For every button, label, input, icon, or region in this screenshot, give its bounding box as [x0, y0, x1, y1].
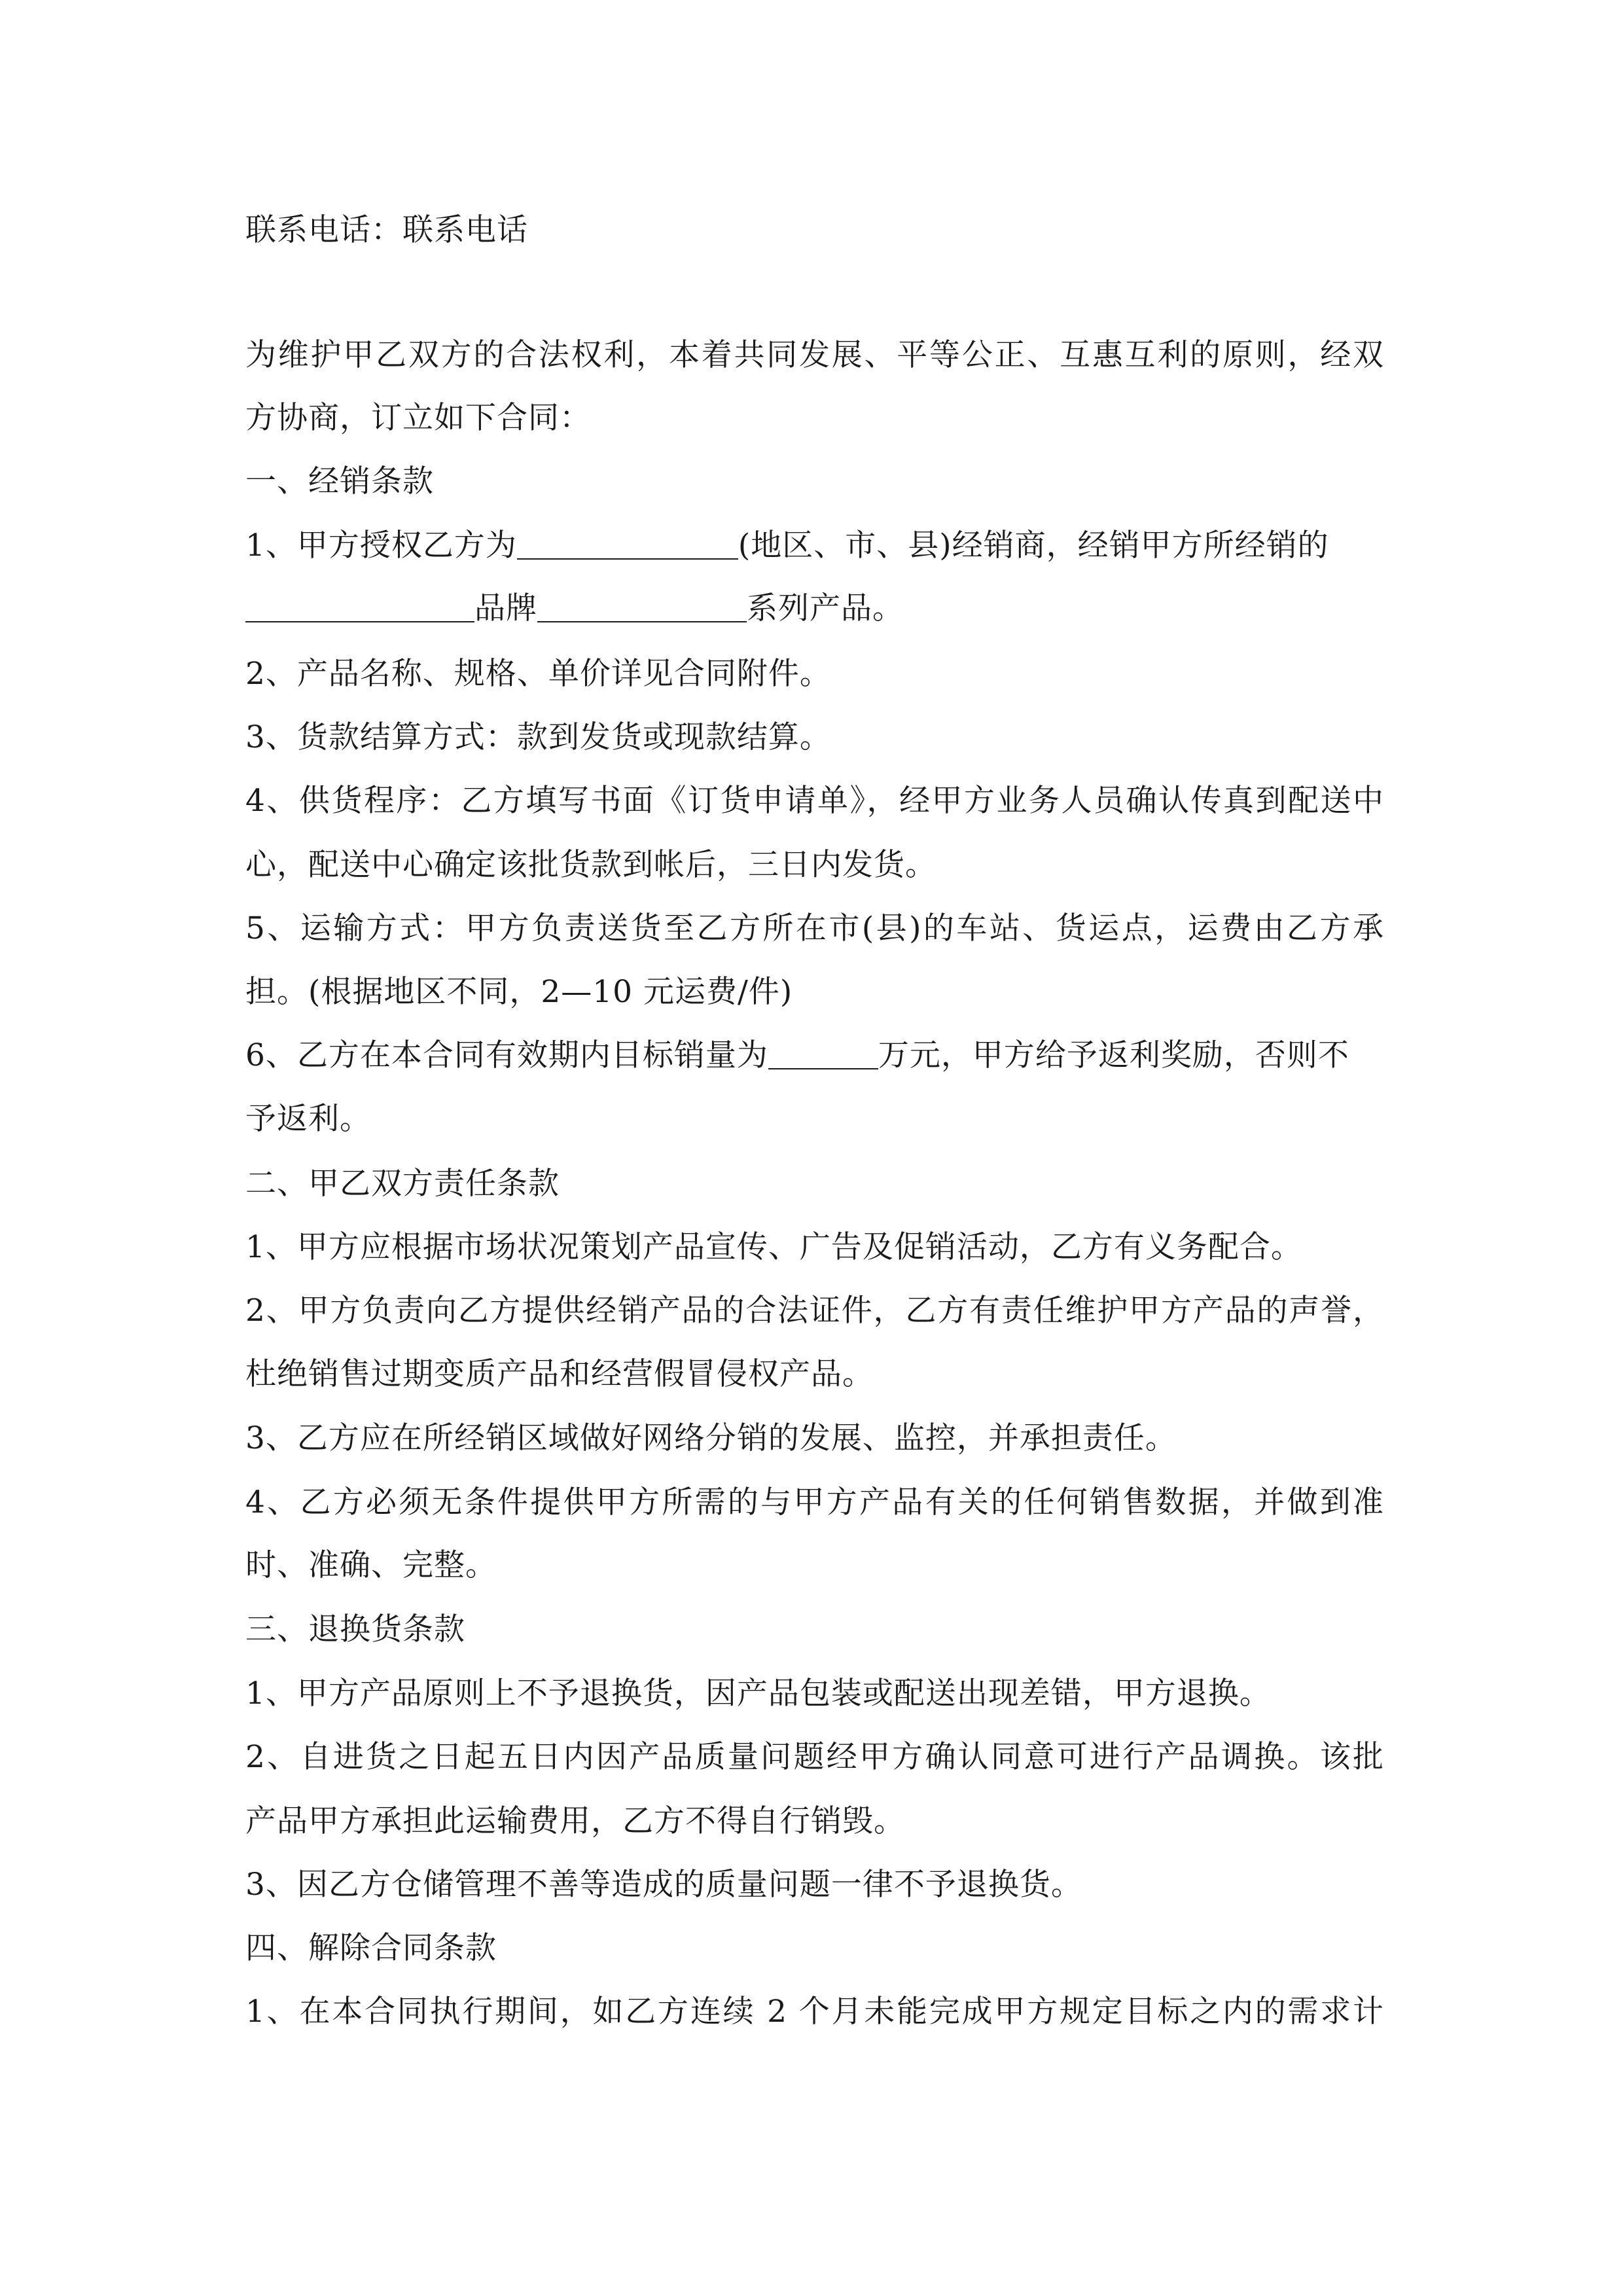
- section4-heading: 四、解除合同条款: [245, 1930, 497, 1966]
- section4-clause1-line1: 1、在本合同执行期间，如乙方连续 2 个月未能完成甲方规定目标之内的需求计: [245, 1994, 1384, 2030]
- section3-heading: 三、退换货条款: [245, 1611, 465, 1647]
- section1-clause4-line1: 4、供货程序：乙方填写书面《订货申请单》，经甲方业务人员确认传真到配送中: [245, 783, 1384, 819]
- section2-clause1: 1、甲方应根据市场状况策划产品宣传、广告及促销活动，乙方有义务配合。: [245, 1229, 1302, 1265]
- section1-clause6-line2: 予返利。: [245, 1101, 371, 1137]
- clause-text: 万元，甲方给予返利奖励，否则不: [878, 1037, 1349, 1073]
- series-blank: [537, 595, 747, 622]
- clause-text: 系列产品。: [747, 590, 904, 626]
- section3-clause3: 3、因乙方仓储管理不善等造成的质量问题一律不予退换货。: [245, 1867, 1082, 1903]
- section2-heading: 二、甲乙双方责任条款: [245, 1166, 560, 1202]
- contact-value: 联系电话: [402, 212, 528, 248]
- section1-clause5-line1: 5、运输方式：甲方负责送货至乙方所在市(县)的车站、货运点，运费由乙方承: [245, 910, 1384, 946]
- section1-clause1-line2: [245, 589, 904, 628]
- section3-clause2-line2: 产品甲方承担此运输费用，乙方不得自行销毁。: [245, 1803, 905, 1839]
- section1-clause5-line2: 担。(根据地区不同，2—10 元运费/件): [245, 974, 793, 1010]
- section1-clause1-line1: [245, 526, 1329, 565]
- target-sales-blank: [768, 1042, 878, 1069]
- section2-clause2-line1: 2、甲方负责向乙方提供经销产品的合法证件，乙方有责任维护甲方产品的声誉，: [245, 1293, 1384, 1329]
- section2-clause3: 3、乙方应在所经销区域做好网络分销的发展、监控，并承担责任。: [245, 1420, 1177, 1456]
- contact-label: 联系电话：: [245, 212, 402, 248]
- section1-clause2: 2、产品名称、规格、单价详见合同附件。: [245, 656, 831, 692]
- section1-heading: 一、经销条款: [245, 463, 434, 499]
- clause-text: 品牌: [474, 590, 537, 626]
- section1-clause4-line2: 心，配送中心确定该批货款到帐后，三日内发货。: [245, 847, 936, 883]
- section2-clause4-line1: 4、乙方必须无条件提供甲方所需的与甲方产品有关的任何销售数据，并做到准: [245, 1484, 1384, 1520]
- region-blank: [517, 532, 738, 560]
- contract-page: [245, 0, 1384, 2296]
- brand-blank: [245, 595, 474, 622]
- intro-line-2: 方协商，订立如下合同：: [245, 400, 591, 436]
- section2-clause2-line2: 杜绝销售过期变质产品和经营假冒侵权产品。: [245, 1356, 874, 1392]
- section1-clause6-line1: [245, 1036, 1349, 1075]
- section3-clause2-line1: 2、自进货之日起五日内因产品质量问题经甲方确认同意可进行产品调换。该批: [245, 1739, 1384, 1775]
- intro-line-1: 为维护甲乙双方的合法权利，本着共同发展、平等公正、互惠互利的原则，经双: [245, 337, 1384, 373]
- contact-line: [245, 211, 528, 250]
- section3-clause1: 1、甲方产品原则上不予退换货，因产品包装或配送出现差错，甲方退换。: [245, 1676, 1271, 1712]
- clause-text: 1、甲方授权乙方为: [245, 528, 517, 564]
- section2-clause4-line2: 时、准确、完整。: [245, 1547, 497, 1583]
- clause-text: 6、乙方在本合同有效期内目标销量为: [245, 1037, 768, 1073]
- section1-clause3: 3、货款结算方式：款到发货或现款结算。: [245, 719, 831, 755]
- clause-text: (地区、市、县)经销商，经销甲方所经销的: [738, 528, 1329, 564]
